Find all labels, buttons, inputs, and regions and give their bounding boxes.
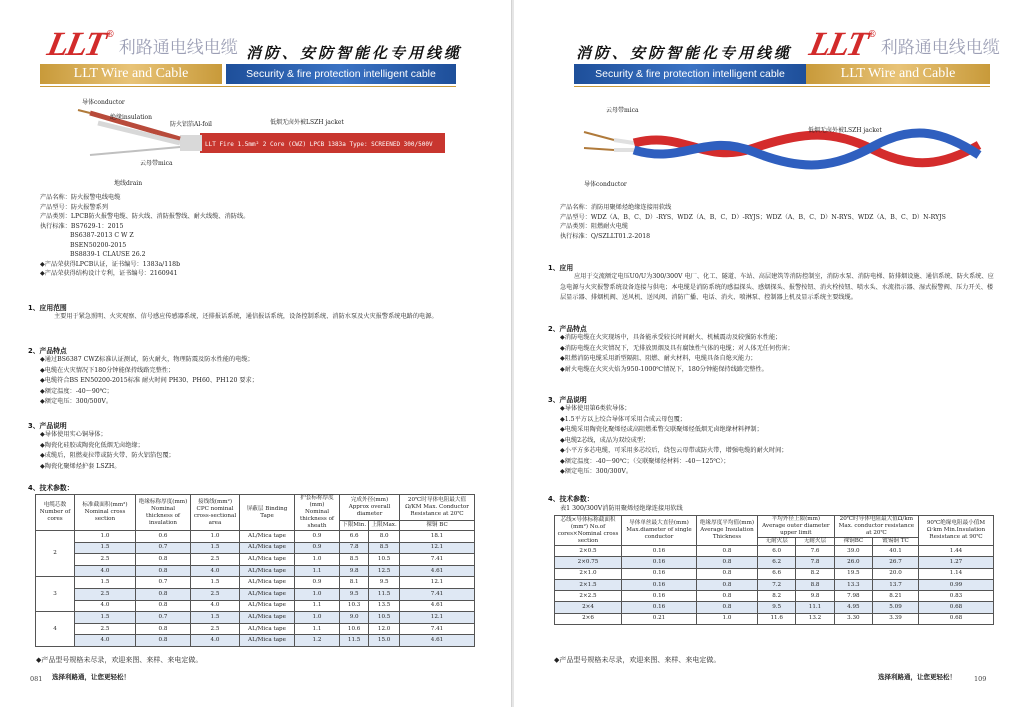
- table-cell: AL/Mica tape: [240, 554, 295, 566]
- table-cell: 0.16: [622, 602, 697, 613]
- table-cell: 39.0: [834, 546, 872, 557]
- info-line: 执行标准：BS7629-1：2015: [40, 222, 124, 230]
- table-cell: 1.5: [191, 577, 240, 589]
- table-cell: 4.0: [75, 600, 136, 612]
- brand-logo: [44, 26, 238, 63]
- table-cell: 2×2.5: [555, 591, 622, 602]
- cores-cell: 2: [36, 531, 75, 577]
- table-cell: 10.5: [369, 554, 400, 566]
- info-line: 执行标准：Q/SZLLT01.2-2018: [560, 232, 651, 240]
- table-cell: 8.2: [758, 591, 796, 602]
- table-cell: 11.6: [758, 613, 796, 624]
- drain-wire: [90, 147, 180, 155]
- table-row: [36, 635, 475, 647]
- table-cell: 12.5: [369, 565, 400, 577]
- table-subheader: 上限Max.: [369, 521, 400, 531]
- table-cell: 0.7: [136, 612, 191, 624]
- table-cell: 5.09: [873, 602, 919, 613]
- table-cell: 8.21: [873, 591, 919, 602]
- table-header: 导体单丝最大直径(mm) Max.diameter of single conductor: [622, 516, 697, 546]
- section-title: 4、技术参数：: [548, 495, 594, 503]
- twisted-pair-diagram: [574, 110, 984, 180]
- table-cell: 11.5: [369, 588, 400, 600]
- table-header: 接线线(mm²) CPC nominal cross-sectional area: [191, 495, 240, 531]
- table-cell: 8.2: [796, 568, 834, 579]
- section-text: 主要用于紧急照明、火灾观察、信号感应传感器系统，还排报话系统，通信报话系统，设备控制系统、消防水泵及火灾报警系统电路的电源。: [54, 313, 438, 320]
- table-cell: 1.27: [919, 557, 994, 568]
- table-cell: 0.68: [919, 602, 994, 613]
- list-item: ◆额定温度：-40～90℃；（交联聚烯烃材料：-40～125℃）；: [560, 457, 730, 465]
- page-number: 081: [30, 675, 43, 683]
- table-cell: 13.3: [834, 579, 872, 590]
- table-cell: 4.61: [400, 635, 475, 647]
- label-al-foil: 防火铝箔Al-foil: [170, 121, 212, 128]
- table-cell: 9.0: [340, 612, 369, 624]
- list-item: ◆导体使用实心铜导体；: [40, 431, 107, 438]
- table-cell: 4.0: [75, 635, 136, 647]
- list-item: ◆阻燃消防电缆采用新型隔阻、阻燃、耐火材料，电缆具备自熄灭能力；: [560, 355, 757, 362]
- table-cell: 1.5: [191, 612, 240, 624]
- table-cell: 1.0: [75, 531, 136, 543]
- table-cell: 13.5: [369, 600, 400, 612]
- brand-name-cn: 利路通电线电缆: [118, 38, 238, 58]
- section-text: 应用于交流额定电压U0/U为300/300V 电厂、化工、隧道、车站、高层建筑等消防控制室，消防水泵、消防电梯、防排烟设施、通信系统、防火系统、应急电源与火灾报警系统设备连接与供电；本电缆是消防系统的感温探头、感烟探头、报警按钮、消火栓按钮、喷水头、水流指示器、湿式报警阀、压力开关、楼层显示器、排烟机阀、送风机、送风阀、消防广播、电话、消火、喷淋泵、控制器上机及显示系统主要线缆。: [560, 273, 994, 301]
- logo-reg: ®: [105, 30, 115, 40]
- table-cell: 2×6: [555, 613, 622, 624]
- table-cell: 40.1: [873, 546, 919, 557]
- table-cell: 1.14: [919, 568, 994, 579]
- table-body: [36, 531, 475, 647]
- table-cell: 6.0: [758, 546, 796, 557]
- list-item: ◆耐火电缆在火灾火焰为950-1000℃情况下，180分钟能保持线路完整性。: [560, 365, 768, 373]
- table-cell: 0.8: [136, 554, 191, 566]
- table-row: [555, 579, 994, 590]
- table-cell: 11.5: [340, 635, 369, 647]
- custom-order-note: ◆产品型号规格未尽录，欢迎来图、来样、来电定做。: [554, 656, 721, 664]
- list-item: ◆消防电缆在火灾情况下，无排放黑烟及具有腐蚀性气体的电缆；对人体无任何伤害；: [560, 344, 794, 352]
- info-line: 产品名称：消防用聚烯烃绝缘连接用软线: [560, 204, 672, 211]
- table-cell: 0.8: [697, 546, 758, 557]
- table-cell: 12.1: [400, 577, 475, 589]
- list-item: ◆1.5平方以上绞合导体可采用合成云母包覆；: [560, 415, 686, 423]
- table-cell: 1.0: [295, 612, 340, 624]
- section-title: 4、技术参数：: [28, 484, 74, 492]
- table-row: [36, 554, 475, 566]
- list-item: ◆电缆符合BS EN50200-2015标准 耐火时间 PH30、PH60、PH120 要求；: [40, 377, 258, 384]
- table-cell: 0.9: [295, 531, 340, 543]
- table-cell: AL/Mica tape: [240, 600, 295, 612]
- custom-order-note: ◆产品型号规格未尽录，欢迎来图、来样、来电定做。: [36, 656, 203, 664]
- table-cell: 18.1: [400, 531, 475, 543]
- table-cell: 1.1: [295, 600, 340, 612]
- table-cell: 9.8: [340, 565, 369, 577]
- table-cell: 1.5: [75, 577, 136, 589]
- table-cell: 7.2: [758, 579, 796, 590]
- conductor-tip: [78, 110, 90, 113]
- list-item: ◆电缆采用陶瓷化聚烯烃或高阻燃柔瞥交联聚烯烃低烟无卤绝缘材料押制；: [560, 426, 763, 433]
- section-title: 2、产品特点: [548, 325, 587, 333]
- info-line: BSEN50200-2015: [70, 241, 127, 249]
- table-cell: AL/Mica tape: [240, 612, 295, 624]
- table-cell: 4.0: [75, 565, 136, 577]
- section-title: 2、产品特点: [28, 347, 67, 355]
- table-row: [555, 602, 994, 613]
- label-conductor: 导体conductor: [82, 99, 125, 106]
- section-title: 3、产品说明: [548, 396, 587, 404]
- fire-alarm-cable-diagram: [60, 95, 450, 190]
- table-cell: 2×1.5: [555, 579, 622, 590]
- table-subheader: 裸铜BC: [834, 538, 872, 546]
- list-item: ◆电缆在火灾情况下180分钟能保持线路完整性；: [40, 366, 175, 374]
- table-cell: 1.1: [295, 565, 340, 577]
- table-cell: 7.6: [796, 546, 834, 557]
- section-title: 1、应用范围: [28, 304, 67, 312]
- table-row: [36, 542, 475, 554]
- table-cell: AL/Mica tape: [240, 588, 295, 600]
- list-item: ◆额定电压：300/300V。: [560, 468, 633, 475]
- conductor-tip: [584, 148, 614, 150]
- table-cell: 1.0: [191, 531, 240, 543]
- logo-mark: LLT: [806, 26, 870, 63]
- table-row: [555, 591, 994, 602]
- logo-mark: LLT: [44, 26, 108, 63]
- section-title: 1、应用: [548, 264, 574, 272]
- table-cell: 15.0: [369, 635, 400, 647]
- table-cell: 0.8: [136, 565, 191, 577]
- product-info: [40, 193, 249, 279]
- table-header: 护套标称厚度(mm) Nominal thickness of sheath: [295, 495, 340, 531]
- brand-name-en: LLT Wire and Cable: [40, 64, 222, 84]
- table-cell: 1.1: [295, 623, 340, 635]
- table-cell: 8.1: [340, 577, 369, 589]
- table-cell: 10.3: [340, 600, 369, 612]
- table-cell: 0.8: [136, 600, 191, 612]
- table-subheader: 下限Min.: [340, 521, 369, 531]
- table-cell: 1.0: [697, 613, 758, 624]
- brand-name-cn: 利路通电线电缆: [880, 38, 1000, 58]
- table-cell: 3.30: [834, 613, 872, 624]
- table-cell: 0.6: [136, 531, 191, 543]
- table-cell: 0.16: [622, 591, 697, 602]
- table-cell: 2×4: [555, 602, 622, 613]
- table-cell: 8.8: [796, 579, 834, 590]
- feature-list: [560, 333, 794, 375]
- table-header: 绝缘厚度平均值(mm) Average Insulation Thickness: [697, 516, 758, 546]
- info-line: BS6387-2013 C W Z: [70, 232, 134, 239]
- table-cell: 26.0: [834, 557, 872, 568]
- header-title-cn: 消防、安防智能化专用线缆: [246, 44, 463, 62]
- table-header: 芯线×导体标称截面积(mm²) No.of cores×Nominal cross section: [555, 516, 622, 546]
- al-foil-layer: [180, 135, 202, 151]
- table-cell: 0.8: [697, 591, 758, 602]
- table-cell: 0.8: [697, 557, 758, 568]
- info-line: 产品名称：防火报警电线电缆: [40, 194, 121, 201]
- table-cell: AL/Mica tape: [240, 623, 295, 635]
- table-cell: 9.8: [796, 591, 834, 602]
- table-cell: 0.16: [622, 568, 697, 579]
- table-cell: 4.0: [191, 635, 240, 647]
- cores-cell: 3: [36, 577, 75, 612]
- label-conductor: 导体conductor: [584, 181, 627, 188]
- label-mica: 云母带mica: [140, 160, 173, 167]
- table-cell: 0.99: [919, 579, 994, 590]
- table-row: [36, 565, 475, 577]
- table-cell: AL/Mica tape: [240, 542, 295, 554]
- section-title: 3、产品说明: [28, 422, 67, 430]
- footer-slogan: 选择利路通，让您更轻松！: [878, 673, 956, 681]
- table-header: 完成外径(mm) Approx overall diameter: [340, 495, 400, 521]
- list-item: ◆导体使用第6类软导体；: [560, 405, 631, 412]
- table-header: 20℃时导体电阻最大值 Ω/KM Max. Conductor Resistance at 20℃: [400, 495, 475, 521]
- info-line: ◆产品荣获得LPCB认证，证书编号：1383a/118b: [40, 260, 181, 268]
- table-cell: 2.5: [75, 588, 136, 600]
- page-number: 109: [974, 675, 987, 683]
- label-jacket: 低烟无卤外被LSZH jacket: [808, 127, 882, 134]
- spec-table-left: [35, 494, 475, 647]
- product-info: [560, 203, 946, 241]
- table-cell: 0.8: [136, 588, 191, 600]
- list-item: ◆电缆2芯线，成品为双绞成型；: [560, 436, 650, 444]
- spec-table-right: [554, 515, 994, 625]
- table-cell: 8.5: [340, 554, 369, 566]
- table-cell: 2×1.0: [555, 568, 622, 579]
- cable-print: LLT Fire 1.5mm² 2 Core (CWZ) LPCB 1383a Type: SCREENED 300/500V: [205, 141, 433, 148]
- table-subheader: 裸铜 BC: [400, 521, 475, 531]
- table-cell: 0.16: [622, 579, 697, 590]
- table-cell: 7.41: [400, 588, 475, 600]
- info-line: 产品类别：阻燃耐火电缆: [560, 223, 629, 230]
- info-line: ◆产品荣获得结构设计专利，证书编号：2160941: [40, 270, 178, 277]
- table-cell: 6.6: [758, 568, 796, 579]
- table-cell: 2.5: [75, 554, 136, 566]
- table-cell: 8.5: [369, 542, 400, 554]
- table-cell: 3.39: [873, 613, 919, 624]
- header-rule: [574, 86, 990, 87]
- header-title-cn: 消防、安防智能化专用线缆: [576, 44, 793, 62]
- table-cell: 9.5: [340, 588, 369, 600]
- list-item: ◆小平方多芯电缆，可采用多芯绞后，绕包云母带或防火带，增强电缆的耐火时间；: [560, 447, 788, 454]
- table-cell: 1.5: [75, 612, 136, 624]
- table-cell: 13.2: [796, 613, 834, 624]
- label-drain: 地线drain: [114, 180, 143, 187]
- list-item: ◆通过BS6387 CWZ标准认证测试，防火耐火，物理防震及防水性能的电缆；: [40, 356, 254, 363]
- table-cell: 11.1: [796, 602, 834, 613]
- table-header: 平均外径上限(mm) Average outer diameter upper limit: [758, 516, 835, 538]
- table-cell: 4.61: [400, 600, 475, 612]
- mica-layer: [614, 140, 634, 143]
- table-cell: 1.5: [191, 542, 240, 554]
- table-header: 绝缘标称厚度(mm) Nominal thickness of insulation: [136, 495, 191, 531]
- table-cell: 12.0: [369, 623, 400, 635]
- table-cell: 26.7: [873, 557, 919, 568]
- table-subheader: 无耐火层: [758, 538, 796, 546]
- table-cell: 0.7: [136, 577, 191, 589]
- table-header: 20℃时导体电阻最大值Ω/km Max. conductor resistance at 20℃: [834, 516, 918, 538]
- table-cell: 12.1: [400, 612, 475, 624]
- table-cell: 0.9: [295, 577, 340, 589]
- table-cell: 2.5: [75, 623, 136, 635]
- table-cell: 6.6: [340, 531, 369, 543]
- table-cell: 1.44: [919, 546, 994, 557]
- info-line: 产品类别：LPCB防火报警电缆、防火线、消防报警线、耐火线缆、消防线。: [40, 213, 250, 220]
- description-list: [40, 430, 175, 472]
- table-cell: 4.0: [191, 600, 240, 612]
- table-cell: 0.9: [295, 542, 340, 554]
- description-list: [560, 404, 788, 478]
- table-cell: 7.98: [834, 591, 872, 602]
- table-cell: 1.2: [295, 635, 340, 647]
- table-cell: 20.0: [873, 568, 919, 579]
- table-row: [36, 577, 475, 589]
- table-cell: 1.0: [295, 554, 340, 566]
- table-cell: AL/Mica tape: [240, 531, 295, 543]
- table-cell: 1.0: [295, 588, 340, 600]
- table-row: [555, 557, 994, 568]
- table-cell: 0.8: [136, 635, 191, 647]
- table-cell: 2.5: [191, 623, 240, 635]
- table-cell: 2×0.5: [555, 546, 622, 557]
- table-cell: 9.5: [369, 577, 400, 589]
- table-cell: 19.5: [834, 568, 872, 579]
- table-cell: 0.8: [697, 579, 758, 590]
- label-jacket: 低烟无卤外被LSZH jacket: [270, 119, 344, 126]
- table-cell: AL/Mica tape: [240, 635, 295, 647]
- table-header: 标准截面积(mm²) Nominal cross section: [75, 495, 136, 531]
- table-cell: 10.5: [369, 612, 400, 624]
- table-cell: 7.8: [796, 557, 834, 568]
- table-cell: 7.41: [400, 554, 475, 566]
- table-cell: 9.5: [758, 602, 796, 613]
- list-item: ◆成缆后，阻燃麦拉带或防火带、防火铝箔包覆；: [40, 452, 175, 459]
- table-cell: AL/Mica tape: [240, 565, 295, 577]
- table-cell: 0.21: [622, 613, 697, 624]
- table-row: [36, 588, 475, 600]
- right-page: [514, 0, 1027, 707]
- table-cell: 0.68: [919, 613, 994, 624]
- list-item: ◆陶瓷化聚烯烃护套 LSZH。: [40, 462, 121, 470]
- table-cell: 2×0.75: [555, 557, 622, 568]
- list-item: ◆陶瓷化硅胶或陶瓷化低烟无卤绝缘；: [40, 441, 144, 449]
- table-header: 电缆芯数 Number of cores: [36, 495, 75, 531]
- table-cell: 0.7: [136, 542, 191, 554]
- feature-list: [40, 355, 258, 408]
- table-cell: 4.61: [400, 565, 475, 577]
- table-caption: 表1 300/300V消防用聚烯烃绝缘连接用软线: [560, 505, 683, 512]
- table-body: [555, 546, 994, 625]
- table-cell: 2.5: [191, 554, 240, 566]
- table-cell: 4.0: [191, 565, 240, 577]
- table-cell: 4.95: [834, 602, 872, 613]
- table-cell: 0.16: [622, 546, 697, 557]
- table-row: [555, 613, 994, 624]
- table-row: [36, 600, 475, 612]
- list-item: ◆消防电缆在火灾现场中，具备能承受较长时间耐火、机械震动及较强防水性能；: [560, 334, 782, 341]
- table-row: [36, 531, 475, 543]
- table-subheader: 无耐火层: [796, 538, 834, 546]
- footer-slogan: 选择利路通，让您更轻松！: [52, 673, 130, 681]
- table-cell: 0.16: [622, 557, 697, 568]
- table-header: 90℃绝缘电阻最小值M Ω·km Min.Insulation Resistance at 90℃: [919, 516, 994, 546]
- table-row: [555, 546, 994, 557]
- table-cell: 0.8: [136, 623, 191, 635]
- left-page: [0, 0, 513, 707]
- table-cell: 10.6: [340, 623, 369, 635]
- table-row: [555, 568, 994, 579]
- table-cell: 1.5: [75, 542, 136, 554]
- info-line: 产品型号：WDZ（A、B、C、D）-RYS、WDZ（A、B、C、D）-RYJS；WDZ（A、B、C、D）N-RYS、WDZ（A、B、C、D）N-RYJS: [560, 213, 946, 221]
- label-insulation: 绝缘insulation: [110, 114, 153, 121]
- table-cell: 0.8: [697, 602, 758, 613]
- table-cell: 12.1: [400, 542, 475, 554]
- info-line: BS8839-1 CLAUSE 26.2: [70, 251, 146, 258]
- table-cell: AL/Mica tape: [240, 577, 295, 589]
- list-item: ◆额定温度：-40～90℃；: [40, 387, 113, 395]
- table-header: 屏蔽层 Binding Tape: [240, 495, 295, 531]
- table-cell: 7.41: [400, 623, 475, 635]
- brand-logo: [806, 26, 1000, 63]
- label-mica: 云母带mica: [606, 107, 639, 114]
- header-rule: [40, 86, 456, 87]
- list-item: ◆额定电压：300/500V。: [40, 398, 113, 405]
- table-cell: 13.7: [873, 579, 919, 590]
- logo-reg: ®: [867, 30, 877, 40]
- table-cell: 0.8: [697, 568, 758, 579]
- table-subheader: 镀锡铜 TC: [873, 538, 919, 546]
- cores-cell: 4: [36, 612, 75, 647]
- header-title-en: Security & fire protection intelligent cable: [574, 64, 806, 84]
- table-cell: 7.8: [340, 542, 369, 554]
- brand-name-en: LLT Wire and Cable: [806, 64, 990, 84]
- table-cell: 8.0: [369, 531, 400, 543]
- table-cell: 2.5: [191, 588, 240, 600]
- table-cell: 0.83: [919, 591, 994, 602]
- header-title-en: Security & fire protection intelligent cable: [226, 64, 456, 84]
- table-cell: 6.2: [758, 557, 796, 568]
- info-line: 产品型号：防火报警系列: [40, 203, 109, 211]
- table-row: [36, 623, 475, 635]
- conductor-tip: [584, 132, 614, 140]
- table-row: [36, 612, 475, 624]
